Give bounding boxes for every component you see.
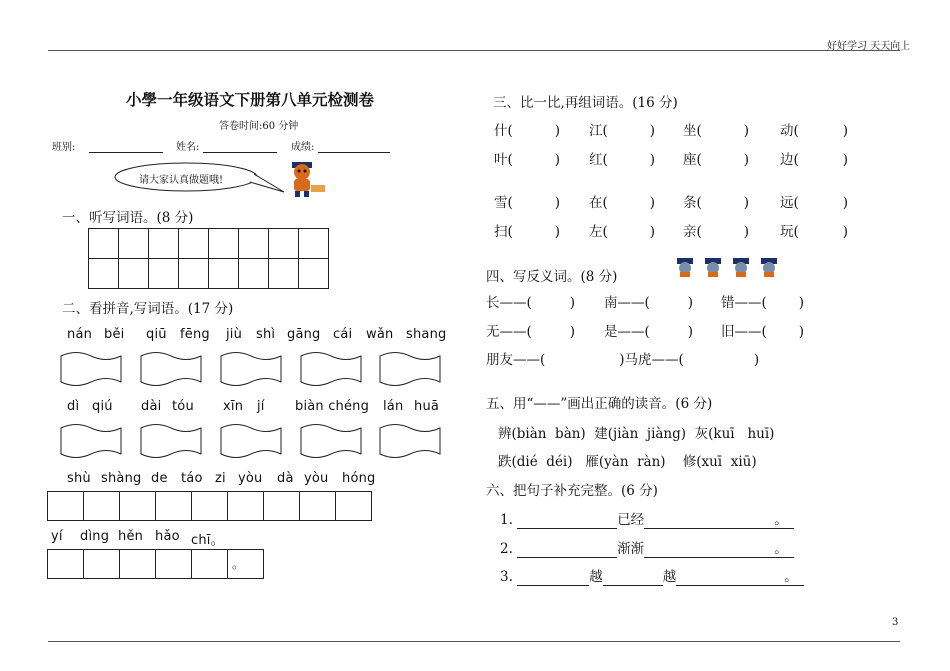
paren: ) xyxy=(649,195,656,211)
paren: ) xyxy=(798,324,805,340)
answer-flag-box[interactable] xyxy=(299,422,363,462)
answer-flag-box[interactable] xyxy=(378,350,442,390)
answer-flag-box[interactable] xyxy=(219,422,283,462)
answer-grid xyxy=(48,549,264,579)
paren: ) xyxy=(743,152,750,168)
pinyin-syllable: chī。 xyxy=(191,533,224,548)
char: 边 xyxy=(780,152,794,168)
answer-flag-box[interactable] xyxy=(139,350,203,390)
pinyin-syllable: dà xyxy=(277,471,294,486)
grid-cell[interactable] xyxy=(118,228,149,259)
grid-cell[interactable] xyxy=(119,549,156,579)
compare-row xyxy=(683,148,749,168)
paren: ( xyxy=(696,224,702,240)
compare-row xyxy=(494,119,560,139)
pinyin-syllable: jiù xyxy=(226,327,243,342)
pinyin-syllable: de xyxy=(151,471,168,486)
pinyin-syllable: wǎn xyxy=(366,327,394,342)
antonym-prompt: 无——( xyxy=(486,324,532,340)
grid-cell[interactable] xyxy=(119,491,156,521)
grid-cell[interactable] xyxy=(298,258,329,289)
header-motto: 好好学习 天天向上 xyxy=(827,41,911,52)
paren: ) xyxy=(743,195,750,211)
pinyin-syllable: qiú xyxy=(92,399,113,414)
sentence-blank[interactable] xyxy=(676,572,784,586)
char: 扫 xyxy=(494,224,508,240)
paren: ( xyxy=(507,152,513,168)
paren: ) xyxy=(554,224,561,240)
paren: ) xyxy=(798,295,805,311)
pinyin-syllable: shù xyxy=(67,471,91,486)
compare-row xyxy=(494,191,560,211)
paren: ) xyxy=(842,195,849,211)
char: 玩 xyxy=(780,224,794,240)
paren: ( xyxy=(602,224,608,240)
dictation-grid xyxy=(89,228,329,259)
antonym-prompt: 是——( xyxy=(604,324,650,340)
sentence-end: 。 xyxy=(774,512,794,529)
grid-cell[interactable] xyxy=(268,258,299,289)
pinyin-syllable: hěn xyxy=(118,529,144,544)
compare-row xyxy=(589,191,655,211)
grid-cell[interactable] xyxy=(178,258,209,289)
answer-flag-box[interactable] xyxy=(139,422,203,462)
compare-row xyxy=(494,220,560,240)
answer-flag-box[interactable] xyxy=(219,350,283,390)
sentence-blank[interactable] xyxy=(517,572,589,586)
grid-cell[interactable] xyxy=(178,228,209,259)
antonym-prompt: 南——( xyxy=(604,295,650,311)
char: 座 xyxy=(683,152,697,168)
grid-cell[interactable] xyxy=(208,228,239,259)
pinyin-syllable: yòu xyxy=(238,471,263,486)
char: 什 xyxy=(494,123,508,139)
sentence-word: 越 xyxy=(662,569,677,585)
grid-cell[interactable] xyxy=(155,491,192,521)
page-number: 3 xyxy=(892,617,899,628)
pinyin-syllable: yí xyxy=(51,529,63,544)
grid-cell[interactable] xyxy=(83,549,120,579)
sentence-word: 越 xyxy=(589,569,603,585)
score-blank[interactable] xyxy=(318,142,390,153)
paren: ) xyxy=(649,152,656,168)
paren: ) xyxy=(554,152,561,168)
item-number: 3. xyxy=(500,569,513,585)
antonym-prompt: 错——( xyxy=(721,295,767,311)
paren: ( xyxy=(793,195,799,211)
compare-row xyxy=(780,220,848,240)
pinyin-syllable: tóu xyxy=(172,399,194,414)
pinyin-syllable: nán xyxy=(67,327,93,342)
answer-grid xyxy=(48,491,372,521)
grid-cell[interactable] xyxy=(227,549,264,579)
compare-row xyxy=(683,220,749,240)
pinyin-syllable: dài xyxy=(141,399,162,414)
grid-cell[interactable] xyxy=(238,228,269,259)
paren: ( xyxy=(507,123,513,139)
paren: ) xyxy=(554,195,561,211)
antonym-row xyxy=(604,291,693,311)
answer-flag-box[interactable] xyxy=(59,422,123,462)
pinyin-syllable: xīn xyxy=(223,399,244,414)
pinyin-syllable: běi xyxy=(104,327,125,342)
grid-cell[interactable] xyxy=(268,228,299,259)
grid-cell[interactable] xyxy=(47,549,84,579)
pinyin-syllable: biàn chéng xyxy=(295,399,370,414)
class-label: 班别: xyxy=(52,142,76,153)
paren: ( xyxy=(507,195,513,211)
paren: ) xyxy=(743,224,750,240)
pinyin-syllable: shì xyxy=(256,327,276,342)
item-number: 2. xyxy=(500,541,513,557)
sentence-item xyxy=(500,565,804,586)
section2-title: 二、看拼音,写词语。(17 分) xyxy=(62,301,234,317)
char: 条 xyxy=(683,195,697,211)
section1-title: 一、听写词语。(8 分) xyxy=(62,210,194,226)
name-label: 姓名: xyxy=(176,142,200,153)
antonym-row xyxy=(486,291,575,311)
pinyin-syllable: fēng xyxy=(180,327,210,342)
antonym-row xyxy=(721,320,804,340)
mascot-icon xyxy=(283,159,327,201)
grid-cell[interactable] xyxy=(88,258,119,289)
pinyin-syllable: huā xyxy=(414,399,440,414)
end-mark: 。 xyxy=(232,557,245,571)
header-rule xyxy=(48,50,900,51)
grid-cell[interactable] xyxy=(263,491,300,521)
char: 叶 xyxy=(494,152,508,168)
pinyin-syllable: cái xyxy=(333,327,353,342)
paren: ( xyxy=(696,195,702,211)
item-number: 1. xyxy=(500,512,513,528)
compare-row xyxy=(780,148,848,168)
antonym-row xyxy=(486,348,759,368)
pinyin-syllable: shang xyxy=(406,327,447,342)
paren: ) xyxy=(569,295,576,311)
sentence-end: 。 xyxy=(774,541,794,558)
compare-row xyxy=(683,191,749,211)
answer-flag-box[interactable] xyxy=(299,350,363,390)
grid-cell[interactable] xyxy=(227,491,264,521)
sentence-item xyxy=(500,537,794,558)
grid-cell[interactable] xyxy=(238,258,269,289)
char: 左 xyxy=(589,224,603,240)
class-field xyxy=(52,138,163,153)
grid-cell[interactable] xyxy=(208,258,239,289)
mascot-icons xyxy=(675,256,787,278)
antonym-row xyxy=(486,320,575,340)
paren: ( xyxy=(793,123,799,139)
antonym-prompt: 长——( xyxy=(486,295,532,311)
compare-row xyxy=(780,119,848,139)
footer-rule xyxy=(48,641,900,642)
pinyin-syllable: yòu xyxy=(304,471,329,486)
pronunciation-line: 跌(dié déi) 雁(yàn ràn) 修(xuī xiū) xyxy=(498,454,757,470)
dictation-grid xyxy=(89,258,329,289)
compare-row xyxy=(589,119,655,139)
paren: ( xyxy=(793,152,799,168)
grid-cell[interactable] xyxy=(298,228,329,259)
score-field xyxy=(291,138,390,153)
pinyin-syllable: jí xyxy=(257,399,265,414)
class-blank[interactable] xyxy=(89,142,163,153)
section5-title: 五、用“——”画出正确的读音。(6 分) xyxy=(486,396,713,412)
grid-cell[interactable] xyxy=(148,258,179,289)
grid-cell[interactable] xyxy=(148,228,179,259)
paren: ) xyxy=(743,123,750,139)
paren: ) xyxy=(569,324,576,340)
score-label: 成绩: xyxy=(291,142,315,153)
compare-row xyxy=(589,220,655,240)
antonym-prompt: 朋友——( xyxy=(486,352,546,368)
char: 在 xyxy=(589,195,603,211)
sentence-blank[interactable] xyxy=(517,515,617,529)
pinyin-syllable: dìng xyxy=(80,529,110,544)
char: 亲 xyxy=(683,224,697,240)
paren: ( xyxy=(602,195,608,211)
paren: ) xyxy=(649,224,656,240)
answer-flag-box[interactable] xyxy=(378,422,442,462)
sentence-word: 渐渐 xyxy=(617,541,645,557)
antonym-row xyxy=(604,320,693,340)
sentence-end: 。 xyxy=(784,569,804,586)
grid-cell[interactable] xyxy=(83,491,120,521)
paren: ) xyxy=(842,123,849,139)
sentence-blank[interactable] xyxy=(517,544,617,558)
pinyin-syllable: táo xyxy=(181,471,203,486)
sentence-blank[interactable] xyxy=(603,572,663,586)
sentence-blank[interactable] xyxy=(644,544,774,558)
pinyin-syllable: hóng xyxy=(342,471,376,486)
pinyin-syllable: hǎo xyxy=(155,529,180,544)
grid-cell[interactable] xyxy=(299,491,336,521)
grid-cell[interactable] xyxy=(155,549,192,579)
grid-cell[interactable] xyxy=(191,549,228,579)
paren: ) xyxy=(554,123,561,139)
grid-cell[interactable] xyxy=(88,228,119,259)
sentence-word: 已经 xyxy=(617,512,645,528)
name-blank[interactable] xyxy=(203,142,277,153)
antonym-row xyxy=(721,291,804,311)
paren: ( xyxy=(507,224,513,240)
char: 雪 xyxy=(494,195,508,211)
paren: ( xyxy=(602,123,608,139)
paren: ) xyxy=(753,352,760,368)
paren: ( xyxy=(696,123,702,139)
name-field xyxy=(176,138,277,153)
antonym-prompt: )马虎——( xyxy=(619,352,684,368)
paren: ( xyxy=(793,224,799,240)
char: 江 xyxy=(589,123,603,139)
paren: ) xyxy=(687,295,694,311)
sentence-blank[interactable] xyxy=(644,515,774,529)
char: 远 xyxy=(780,195,794,211)
paren: ) xyxy=(842,224,849,240)
compare-row xyxy=(780,191,848,211)
page-title: 小學一年级语文下册第八单元检测卷 xyxy=(126,90,375,109)
answer-flag-box[interactable] xyxy=(59,350,123,390)
exam-time: 答卷时间:60 分钟 xyxy=(219,121,299,132)
pinyin-syllable: zi xyxy=(215,471,226,486)
pinyin-syllable: shàng xyxy=(101,471,142,486)
paren: ) xyxy=(842,152,849,168)
pinyin-syllable: gāng xyxy=(287,327,321,342)
antonym-prompt: 旧——( xyxy=(721,324,767,340)
pinyin-syllable: dì xyxy=(67,399,80,414)
section6-title: 六、把句子补充完整。(6 分) xyxy=(486,483,658,499)
char: 红 xyxy=(589,152,603,168)
section3-title: 三、比一比,再组词语。(16 分) xyxy=(493,95,678,111)
section4-title: 四、写反义词。(8 分) xyxy=(486,269,618,285)
paren: ) xyxy=(649,123,656,139)
paren: ( xyxy=(602,152,608,168)
sentence-item xyxy=(500,508,794,529)
grid-cell[interactable] xyxy=(118,258,149,289)
compare-row xyxy=(683,119,749,139)
pronunciation-line: 辨(biàn bàn) 建(jiàn jiàng) 灰(kuī huī) xyxy=(498,426,775,442)
compare-row xyxy=(589,148,655,168)
paren: ( xyxy=(696,152,702,168)
char: 坐 xyxy=(683,123,697,139)
grid-cell[interactable] xyxy=(47,491,84,521)
paren: ) xyxy=(687,324,694,340)
bubble-text: 请大家认真做题哦! xyxy=(139,175,224,186)
pinyin-syllable: lán xyxy=(383,399,404,414)
grid-cell[interactable] xyxy=(191,491,228,521)
char: 动 xyxy=(780,123,794,139)
pinyin-syllable: qiū xyxy=(146,327,167,342)
grid-cell[interactable] xyxy=(335,491,372,521)
compare-row xyxy=(494,148,560,168)
